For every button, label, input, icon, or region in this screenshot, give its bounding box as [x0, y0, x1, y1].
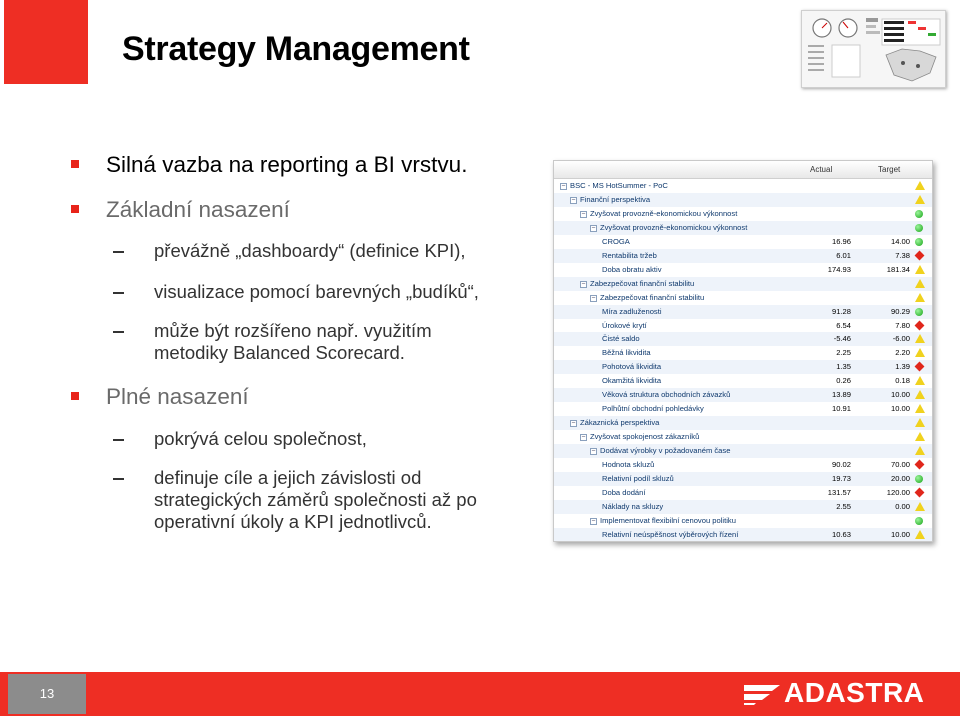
scorecard-row-label: Míra zadluženosti — [602, 306, 662, 316]
collapse-toggle-icon[interactable]: – — [581, 210, 586, 217]
dash-icon — [113, 478, 124, 480]
scorecard-row[interactable] — [554, 319, 932, 333]
scorecard-actual-value: 1.35 — [836, 362, 851, 372]
status-yellow-icon — [915, 265, 925, 274]
bullet-basic-deployment: Základní nasazení — [106, 197, 290, 223]
scorecard-row[interactable] — [554, 374, 932, 388]
scorecard-target-value: 0.00 — [895, 501, 910, 511]
scorecard-row[interactable] — [554, 430, 932, 444]
scorecard-row[interactable] — [554, 207, 932, 221]
collapse-toggle-icon[interactable]: – — [591, 294, 596, 301]
scorecard-row[interactable] — [554, 346, 932, 360]
scorecard-row[interactable] — [554, 291, 932, 305]
scorecard-actual-value: 13.89 — [831, 390, 851, 400]
scorecard-row[interactable] — [554, 221, 932, 235]
scorecard-actual-value: 16.96 — [831, 236, 851, 246]
status-yellow-icon — [915, 502, 925, 511]
bullet-bi-link: Silná vazba na reporting a BI vrstvu. — [106, 152, 467, 178]
scorecard-target-value: 181.34 — [886, 264, 910, 274]
scorecard-row-label: Rentabilita tržeb — [602, 250, 657, 260]
scorecard-actual-value: -5.46 — [833, 334, 851, 344]
status-green-icon — [915, 517, 923, 525]
collapse-toggle-icon[interactable]: – — [581, 280, 586, 287]
status-red-icon — [915, 250, 925, 260]
scorecard-row-label: Pohotová likvidita — [602, 362, 662, 372]
scorecard-header — [554, 161, 932, 179]
scorecard-row[interactable] — [554, 305, 932, 319]
scorecard-row[interactable] — [554, 444, 932, 458]
scorecard-row-label: Zvyšovat spokojenost zákazníků — [590, 432, 700, 442]
adastra-logo-icon — [742, 683, 782, 705]
scorecard-actual-value: 90.02 — [831, 460, 851, 470]
scorecard-actual-value: 10.91 — [831, 404, 851, 414]
scorecard-row-label: Dodávat výrobky v požadovaném čase — [600, 446, 731, 456]
dashboard-thumbnail — [801, 10, 946, 88]
status-yellow-icon — [915, 418, 925, 427]
collapse-toggle-icon[interactable]: – — [581, 434, 586, 441]
scorecard-row[interactable] — [554, 388, 932, 402]
scorecard-actual-value: 174.93 — [827, 264, 851, 274]
adastra-logo-text: ADASTRA — [784, 677, 925, 708]
scorecard-row-label: Zvyšovat provozně-ekonomickou výkonnost — [590, 208, 738, 218]
status-yellow-icon — [915, 279, 925, 288]
bullet-square-icon — [71, 205, 79, 213]
scorecard-row-label: Okamžitá likvidita — [602, 376, 662, 386]
status-yellow-icon — [915, 334, 925, 343]
scorecard-actual-value: 2.55 — [836, 501, 851, 511]
scorecard-row[interactable] — [554, 360, 932, 374]
scorecard-row-label: Běžná likvidita — [602, 348, 651, 358]
scorecard-row-label: Relativní podíl skluzů — [602, 474, 674, 484]
header-accent-block — [4, 0, 88, 84]
status-yellow-icon — [915, 446, 925, 455]
scorecard-row-label: Relativní neúspěšnost výběrových řízení — [602, 529, 739, 539]
scorecard-row[interactable] — [554, 458, 932, 472]
bullet-square-icon — [71, 160, 79, 168]
scorecard-row-label: Náklady na skluzy — [602, 501, 664, 511]
scorecard-target-value: 14.00 — [890, 236, 910, 246]
column-actual: Actual — [810, 165, 833, 174]
scorecard-row[interactable] — [554, 249, 932, 263]
status-green-icon — [915, 210, 923, 218]
scorecard-row[interactable] — [554, 332, 932, 346]
scorecard-row[interactable] — [554, 179, 932, 193]
status-yellow-icon — [915, 195, 925, 204]
dash-icon — [113, 251, 124, 253]
scorecard-row[interactable] — [554, 514, 932, 528]
status-yellow-icon — [915, 348, 925, 357]
scorecard-row[interactable] — [554, 472, 932, 486]
scorecard-target-value: 120.00 — [886, 487, 910, 497]
scorecard-row-label: Doba obratu aktiv — [602, 264, 662, 274]
scorecard-target-value: 7.80 — [895, 320, 910, 330]
scorecard-target-value: 90.29 — [890, 306, 910, 316]
status-yellow-icon — [915, 530, 925, 539]
dash-icon — [113, 292, 124, 294]
scorecard-target-value: 10.00 — [890, 529, 910, 539]
scorecard-actual-value: 6.01 — [836, 250, 851, 260]
scorecard-row-label: CROGA — [602, 236, 630, 246]
scorecard-row-label: Zabezpečovat finanční stabilitu — [600, 292, 705, 302]
bullet-full-deployment: Plné nasazení — [106, 384, 249, 410]
scorecard-row[interactable] — [554, 486, 932, 500]
status-yellow-icon — [915, 181, 925, 190]
sub-bullet-goals: definuje cíle a jejich závislosti od strategických záměrů společnosti až po operativní úkoly a KPI jednotlivců. — [154, 467, 477, 533]
scorecard-target-value: 2.20 — [895, 348, 910, 358]
balanced-scorecard-table — [553, 160, 933, 542]
status-green-icon — [915, 238, 923, 246]
status-green-icon — [915, 475, 923, 483]
scorecard-actual-value: 10.63 — [831, 529, 851, 539]
status-yellow-icon — [915, 376, 925, 385]
scorecard-target-value: 10.00 — [890, 390, 910, 400]
scorecard-row[interactable] — [554, 235, 932, 249]
scorecard-body — [554, 179, 932, 542]
scorecard-target-value: 7.38 — [895, 250, 910, 260]
scorecard-actual-value: 131.57 — [827, 487, 851, 497]
scorecard-row-label: Zabezpečovat finanční stabilitu — [590, 278, 695, 288]
sub-bullet-company: pokrývá celou společnost, — [154, 428, 367, 450]
scorecard-row-label: Finanční perspektiva — [580, 194, 651, 204]
scorecard-row-label: Zákaznická perspektiva — [580, 418, 660, 428]
scorecard-target-value: -6.00 — [892, 334, 910, 344]
scorecard-row-label: BSC - MS HotSummer - PoC — [570, 181, 668, 190]
scorecard-target-value: 20.00 — [890, 474, 910, 484]
dashboard-thumbnail-graphic — [802, 11, 945, 87]
scorecard-row-label: Hodnota skluzů — [602, 460, 655, 470]
slide-title: Strategy Management — [122, 30, 470, 68]
status-red-icon — [915, 320, 925, 330]
sub-bullet-dashboards: převážně „dashboardy“ (definice KPI), — [154, 240, 466, 262]
scorecard-row[interactable] — [554, 416, 932, 430]
scorecard-actual-value: 2.25 — [836, 348, 851, 358]
collapse-toggle-icon[interactable]: – — [591, 448, 596, 455]
scorecard-target-value: 10.00 — [890, 404, 910, 414]
status-yellow-icon — [915, 390, 925, 399]
status-green-icon — [915, 224, 923, 232]
scorecard-target-value: 0.18 — [895, 376, 910, 386]
scorecard-row[interactable] — [554, 500, 932, 514]
scorecard-row[interactable] — [554, 528, 932, 542]
scorecard-actual-value: 0.26 — [836, 376, 851, 386]
scorecard-actual-value: 91.28 — [831, 306, 851, 316]
collapse-toggle-icon[interactable]: – — [591, 224, 596, 231]
scorecard-row-label: Čisté saldo — [602, 334, 640, 344]
scorecard-row[interactable] — [554, 193, 932, 207]
status-red-icon — [915, 488, 925, 498]
column-target: Target — [878, 165, 901, 174]
sub-bullet-bsc: může být rozšířeno např. využitím metodiky Balanced Scorecard. — [154, 320, 432, 364]
bullet-square-icon — [71, 392, 79, 400]
collapse-toggle-icon[interactable]: – — [571, 196, 576, 203]
page-number: 13 — [8, 674, 86, 714]
scorecard-actual-value: 19.73 — [831, 474, 851, 484]
status-red-icon — [915, 460, 925, 470]
scorecard-row-label: Věková struktura obchodních závazků — [602, 390, 731, 400]
scorecard-row[interactable] — [554, 277, 932, 291]
scorecard-row-label: Doba dodání — [602, 487, 646, 497]
scorecard-target-value: 1.39 — [895, 362, 910, 372]
scorecard-row-label: Implementovat flexibilní cenovou politiku — [600, 515, 736, 525]
scorecard-row-label: Polhůtní obchodní pohledávky — [602, 404, 704, 414]
scorecard-row[interactable] — [554, 402, 932, 416]
sub-bullet-visualization: visualizace pomocí barevných „budíků“, — [154, 281, 479, 303]
dash-icon — [113, 331, 124, 333]
scorecard-row-label: Zvyšovat provozně-ekonomickou výkonnost — [600, 222, 748, 232]
status-red-icon — [915, 362, 925, 372]
scorecard-row[interactable] — [554, 263, 932, 277]
status-green-icon — [915, 308, 923, 316]
scorecard-row-label: Úrokové krytí — [602, 320, 647, 330]
collapse-toggle-icon[interactable]: – — [571, 420, 576, 427]
scorecard-target-value: 70.00 — [890, 460, 910, 470]
collapse-toggle-icon[interactable]: – — [561, 183, 566, 189]
collapse-toggle-icon[interactable]: – — [591, 517, 596, 524]
status-yellow-icon — [915, 293, 925, 302]
status-yellow-icon — [915, 432, 925, 441]
scorecard-actual-value: 6.54 — [836, 320, 851, 330]
status-yellow-icon — [915, 404, 925, 413]
dash-icon — [113, 439, 124, 441]
